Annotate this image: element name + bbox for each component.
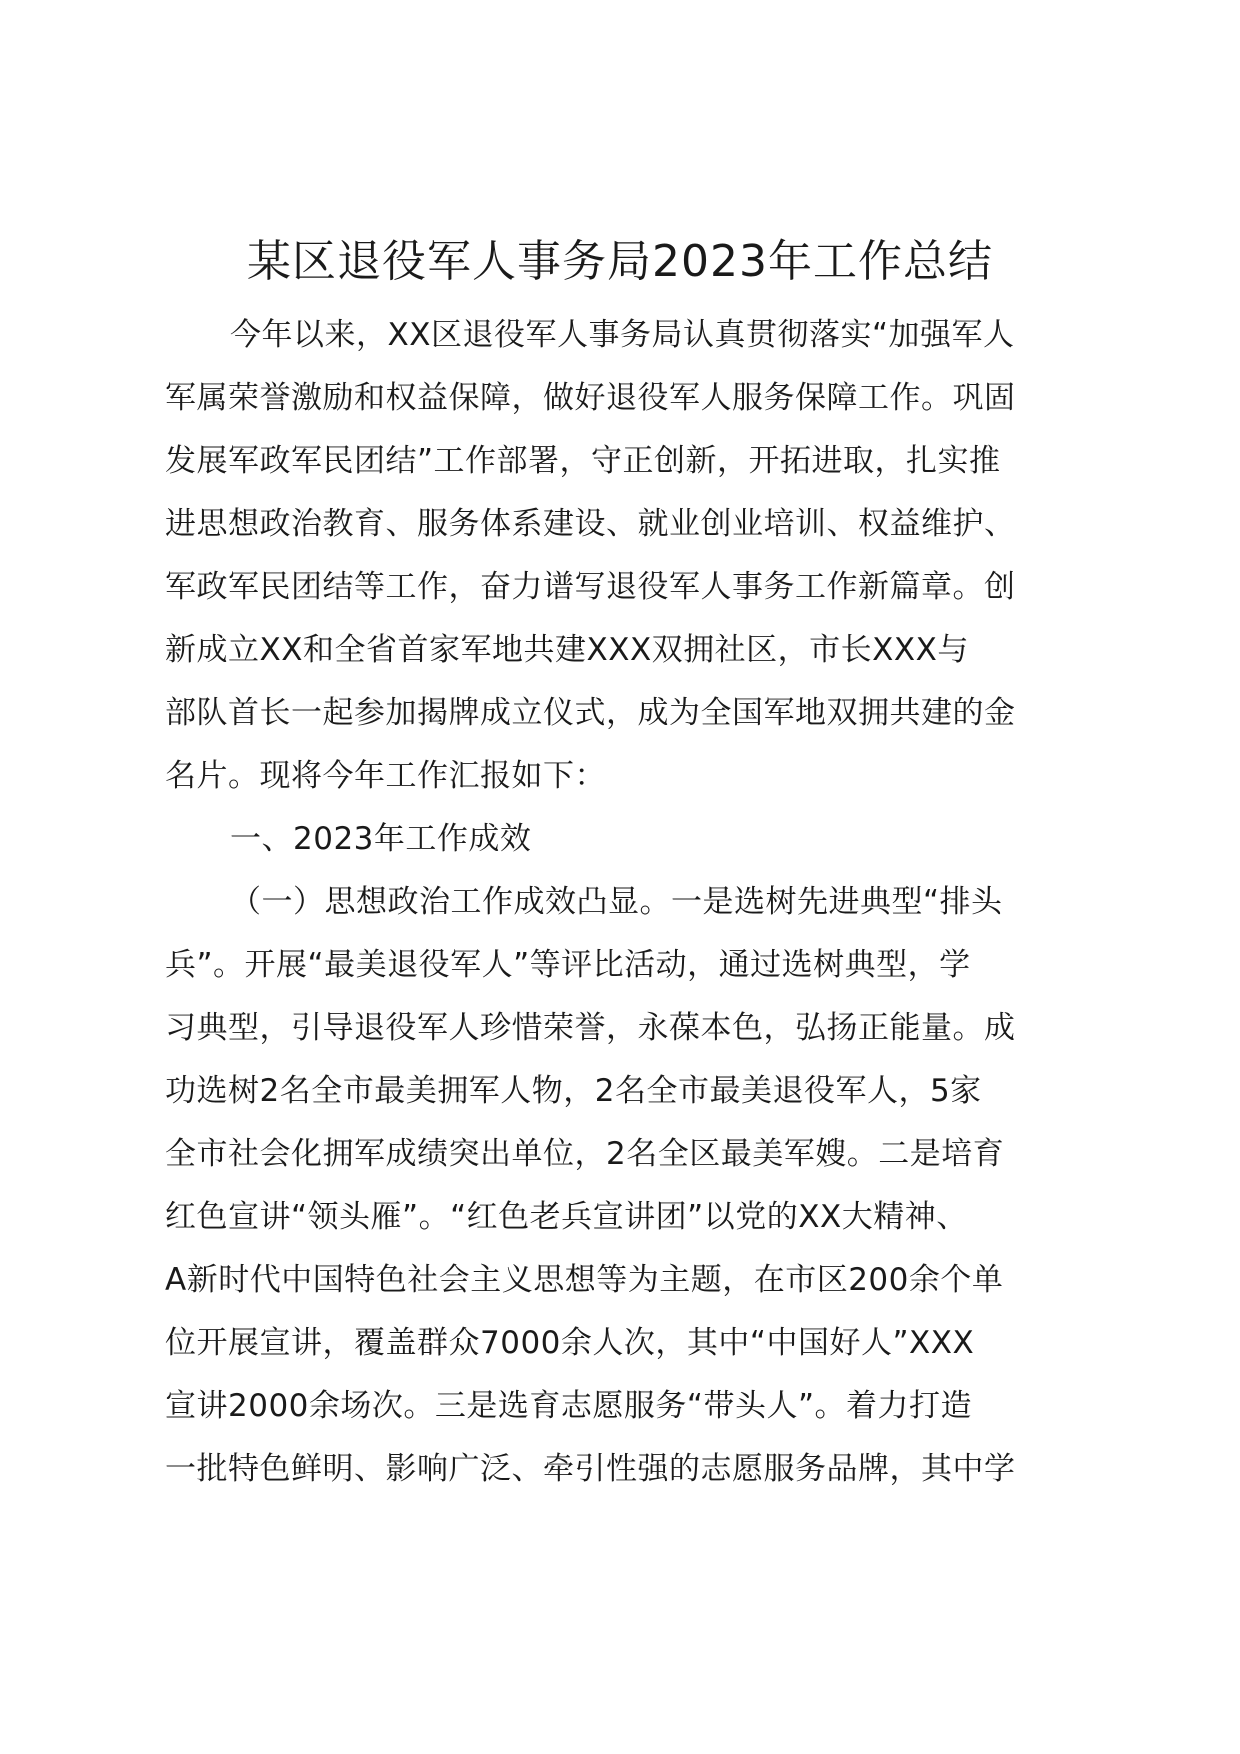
paragraph-line: （一）思想政治工作成效凸显。一是选树先进典型“排头 xyxy=(230,884,1003,920)
paragraph-line: 军属荣誉激励和权益保障，做好退役军人服务保障工作。巩固 xyxy=(165,380,1016,416)
paragraph-line: 一批特色鲜明、影响广泛、牵引性强的志愿服务品牌，其中学 xyxy=(165,1451,1016,1487)
section-heading: 一、2023年工作成效 xyxy=(230,821,532,857)
paragraph-line: 兵”。开展“最美退役军人”等评比活动，通过选树典型，学 xyxy=(165,947,971,983)
paragraph-line: 进思想政治教育、服务体系建设、就业创业培训、权益维护、 xyxy=(165,506,1016,542)
paragraph-line: 部队首长一起参加揭牌成立仪式，成为全国军地双拥共建的金 xyxy=(165,695,1016,731)
paragraph-line: 宣讲2000余场次。三是选育志愿服务“带头人”。着力打造 xyxy=(165,1388,973,1424)
paragraph-line: 今年以来，XX区退役军人事务局认真贯彻落实“加强军人 xyxy=(230,317,1015,353)
paragraph-line: 名片。现将今年工作汇报如下： xyxy=(165,758,606,794)
paragraph-line: 新成立XX和全省首家军地共建XXX双拥社区，市长XXX与 xyxy=(165,632,969,668)
paragraph-line: 位开展宣讲，覆盖群众7000余人次，其中“中国好人”XXX xyxy=(165,1325,975,1361)
paragraph-line: A新时代中国特色社会主义思想等为主题，在市区200余个单 xyxy=(165,1262,1004,1298)
paragraph-line: 全市社会化拥军成绩突出单位，2名全区最美军嫂。二是培育 xyxy=(165,1136,1005,1172)
paragraph-line: 习典型，引导退役军人珍惜荣誉，永葆本色，弘扬正能量。成 xyxy=(165,1010,1016,1046)
paragraph-line: 功选树2名全市最美拥军人物，2名全市最美退役军人，5家 xyxy=(165,1073,982,1109)
document-title: 某区退役军人事务局2023年工作总结 xyxy=(247,236,993,287)
paragraph-line: 红色宣讲“领头雁”。“红色老兵宣讲团”以党的XX大精神、 xyxy=(165,1199,968,1235)
paragraph-line: 发展军政军民团结”工作部署，守正创新，开拓进取，扎实推 xyxy=(165,443,1001,479)
paragraph-line: 军政军民团结等工作，奋力谱写退役军人事务工作新篇章。创 xyxy=(165,569,1016,605)
